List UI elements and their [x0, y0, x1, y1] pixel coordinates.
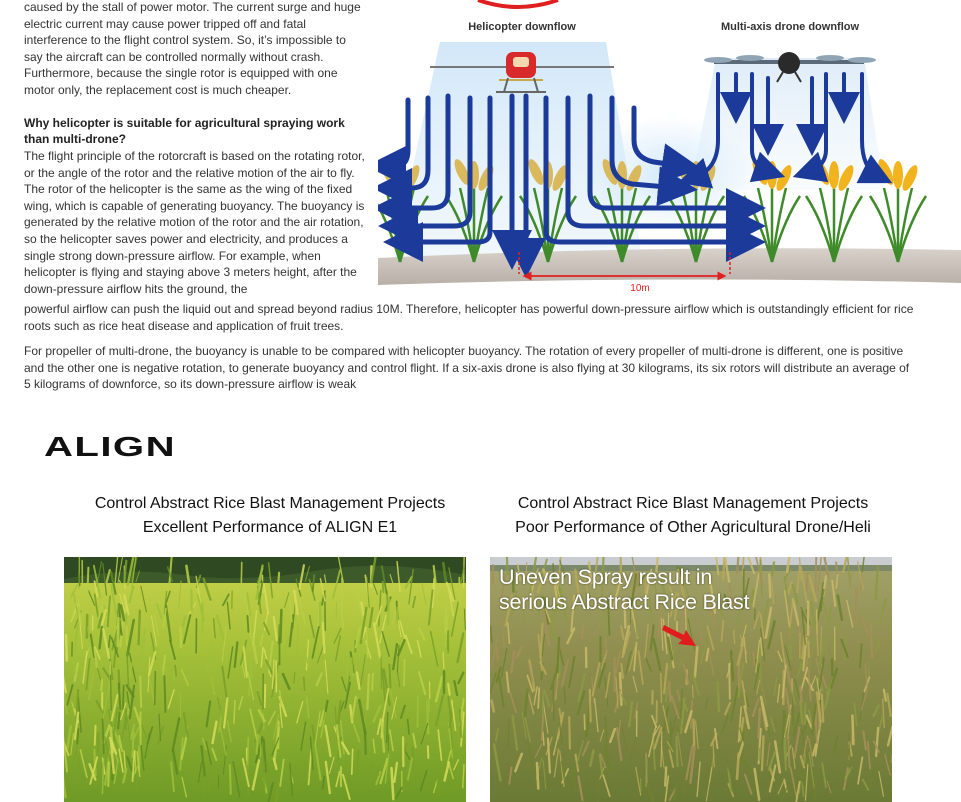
align-logo: [44, 432, 178, 460]
disease-overlay-text: [499, 565, 879, 614]
right-caption-line-2: Poor Performance of Other Agricultural Drone/Heli: [515, 519, 871, 536]
helicopter-label: Helicopter downflow: [468, 21, 576, 33]
healthy-rice-field-photo: [64, 557, 466, 802]
downflow-diagram: [378, 0, 961, 300]
right-caption-line-1: Control Abstract Rice Blast Management Projects: [517, 495, 869, 512]
blast-rice-field-photo: [490, 557, 892, 802]
distance-label: 10m: [630, 283, 650, 294]
left-caption-line-2: Excellent Performance of ALIGN E1: [142, 519, 398, 536]
drone-label: Multi-axis drone downflow: [720, 21, 860, 33]
overlay-line-1: Uneven Spray result in: [499, 565, 713, 589]
section-heading: Why helicopter is suitable for agricultural spraying work than multi-drone?: [24, 116, 345, 146]
rotation-arc-icon: [478, 0, 558, 7]
red-arrow-icon: [662, 619, 702, 649]
intro-paragraph-1: caused by the stall of power motor. The current surge and huge electric current may cause power tripped off and fatal interference to the flight control system. So, it’s impossible to say the aircraft can be controlled normally without crash. Furthermore, because the single rotor is equipped with one motor only, the replacement cost is much cheaper.: [24, 0, 361, 97]
svg-text:ALIGN: ALIGN: [44, 432, 176, 460]
overlay-line-2: serious Abstract Rice Blast: [499, 589, 750, 614]
left-caption-line-1: Control Abstract Rice Blast Management Projects: [94, 495, 446, 512]
left-caption: [55, 492, 485, 540]
intro-paragraph-2: The flight principle of the rotorcraft is based on the rotating rotor, or the angle of the rotor and the relative motion of the air to fly. The rotor of the helicopter is the same as the wing of the fixed wing, which is capable of generating buoyancy. The buoyancy is generated by the relative motion of the rotor and the air rotation, so the helicopter saves power and electricity, and produces a single strong down-pressure airflow. For example, when helicopter is flying and staying above 3 meters height, after the down-pressure airflow hits the ground, the: [24, 149, 365, 296]
intro-paragraph-4: For propeller of multi-drone, the buoyancy is unable to be compared with helicopter buoyancy. The rotation of every propeller of multi-drone is different, one is positive and the other one is negative rotation, to generate buoyancy and control flight. If a six-axis drone is also flying at 30 kilograms, its six rotors will distribute an average of 5 kilograms of downforce, so its down-pressure airflow is weak: [24, 344, 910, 392]
right-caption: [478, 492, 908, 540]
intro-paragraph-3: powerful airflow can push the liquid out and spread beyond radius 10M. Therefore, helicopter has powerful down-pressure airflow which is outstandingly efficient for rice roots such as rice heat disease and application of fruit trees.: [24, 302, 914, 333]
